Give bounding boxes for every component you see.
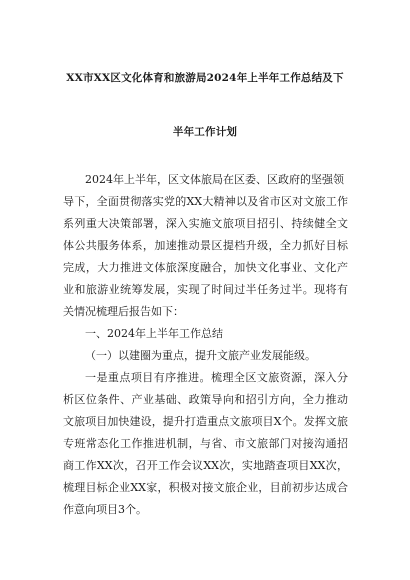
paragraph-1-line-3: 系列重大决策部署，深入实施文旅项目招引、持续健全文 [63, 217, 348, 230]
paragraph-2-line-3: 文旅项目加快建设，提升打造重点文旅项目X个。发挥文旅 [63, 415, 348, 428]
paragraph-1-line-5: 完成，大力推进文体旅深度融合，加快文化事业、文化产 [63, 261, 348, 274]
paragraph-2-line-2: 析区位条件、产业基础、政策导向和招引方向，全力推动 [63, 393, 348, 406]
paragraph-1-line-6: 业和旅游业统筹发展，实现了时间过半任务过半。现将有 [63, 283, 348, 296]
paragraph-1-line-4: 体公共服务体系，加速推动景区提档升级，全力抓好目标 [63, 239, 348, 252]
paragraph-2-line-6: 梳理目标企业XX家，积极对接文旅企业，目前初步达成合 [63, 481, 348, 494]
paragraph-2-line-7: 作意向项目3个。 [63, 503, 147, 516]
paragraph-2-line-4: 专班常态化工作推进机制，与省、市文旅部门对接沟通招 [63, 437, 348, 450]
sub-heading-1: （一）以建圈为重点，提升文旅产业发展能级。 [85, 349, 316, 362]
paragraph-1-line-7: 关情况梳理后报告如下： [63, 305, 184, 318]
paragraph-2-line-1: 一是重点项目有序推进。梳理全区文旅资源，深入分 [85, 371, 348, 384]
document-title-line-2: 半年工作计划 [172, 126, 238, 138]
document-title-line-1: XX市XX区文化体育和旅游局2024年上半年工作总结及下 [66, 72, 344, 84]
paragraph-2-line-5: 商工作XX次，召开工作会议XX次，实地踏查项目XX次， [63, 459, 348, 472]
paragraph-1-line-1: 2024年上半年，区文体旅局在区委、区政府的坚强领 [85, 173, 344, 186]
section-heading-1: 一、2024年上半年工作总结 [85, 327, 223, 340]
paragraph-1-line-2: 导下，全面贯彻落实党的XX大精神以及省市区对文旅工作 [63, 195, 348, 208]
